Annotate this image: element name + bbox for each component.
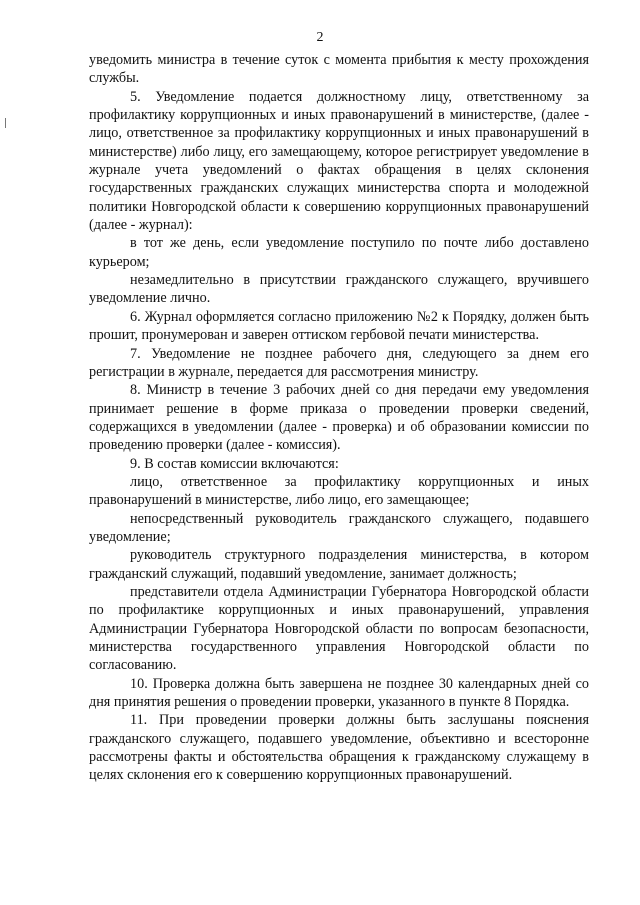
paragraph-item-9: 9. В состав комиссии включаются: [130,455,339,472]
paragraph-item-8: 8. Министр в течение 3 рабочих дней со дня передачи ему уведомления принимает решение в форме приказа о проведении проверки сведений, содержащихся в уведомлении (далее - проверка) и об образовании комиссии по проведению проверки (далее - комиссия). [89,382,589,454]
document-body [89,51,589,785]
paragraph-item-6: 6. Журнал оформляется согласно приложению №2 к Порядку, должен быть прошит, пронумерован и заверен оттиском гербовой печати министерства. [89,308,589,344]
page-number: 2 [316,30,324,45]
paragraph-item-9-sub-2: непосредственный руководитель гражданского служащего, подавшего уведомление; [89,510,589,545]
paragraph-continuation: уведомить министра в течение суток с момента прибытия к месту прохождения службы. [89,52,589,87]
paragraph-item-9-sub-4: представители отдела Администрации Губернатора Новгородской области по профилактике коррупционных и иных правонарушений, управления Администрации Губернатора Новгородской области по вопросам безопасности, министерства государственного управления Новгородской области по согласованию. [89,583,589,674]
paragraph-item-5-sub-2: незамедлительно в присутствии гражданского служащего, вручившего уведомление лично. [89,272,589,307]
paragraph-item-5-sub-1: в тот же день, если уведомление поступило по почте либо доставлено курьером; [89,235,589,270]
scan-margin-mark [5,118,6,128]
paragraph-item-5: 5. Уведомление подается должностному лицу, ответственному за профилактику коррупционных и иных правонарушений в министерстве, (далее - лицо, ответственное за профилактику коррупционных и иных правонарушений в министерстве) либо лицу, его замещающему, которое регистрирует уведомление в журнале учета уведомлений о фактах обращения в целях склонения государственных гражданских служащих министерства спорта и молодежной политики Новгородской области к совершению коррупционных правонарушений (далее - журнал): [89,88,589,234]
paragraph-item-9-sub-3: руководитель структурного подразделения министерства, в котором гражданский служащий, подавший уведомление, занимает должность; [89,547,589,582]
paragraph-item-10: 10. Проверка должна быть завершена не позднее 30 календарных дней со дня принятия решения о проведении проверки, указанного в пункте 8 Порядка. [89,675,589,711]
paragraph-item-9-sub-1: лицо, ответственное за профилактику коррупционных и иных правонарушений в министерстве, либо лицо, его замещающее; [89,473,589,509]
paragraph-item-7: 7. Уведомление не позднее рабочего дня, следующего за днем его регистрации в журнале, передается для рассмотрения министру. [89,345,589,380]
paragraph-item-11: 11. При проведении проверки должны быть заслушаны пояснения гражданского служащего, подавшего уведомление, объективно и всесторонне рассмотрены факты и обстоятельства обращения к гражданскому служащему в целях склонения его к совершению коррупционных правонарушений. [89,712,589,784]
